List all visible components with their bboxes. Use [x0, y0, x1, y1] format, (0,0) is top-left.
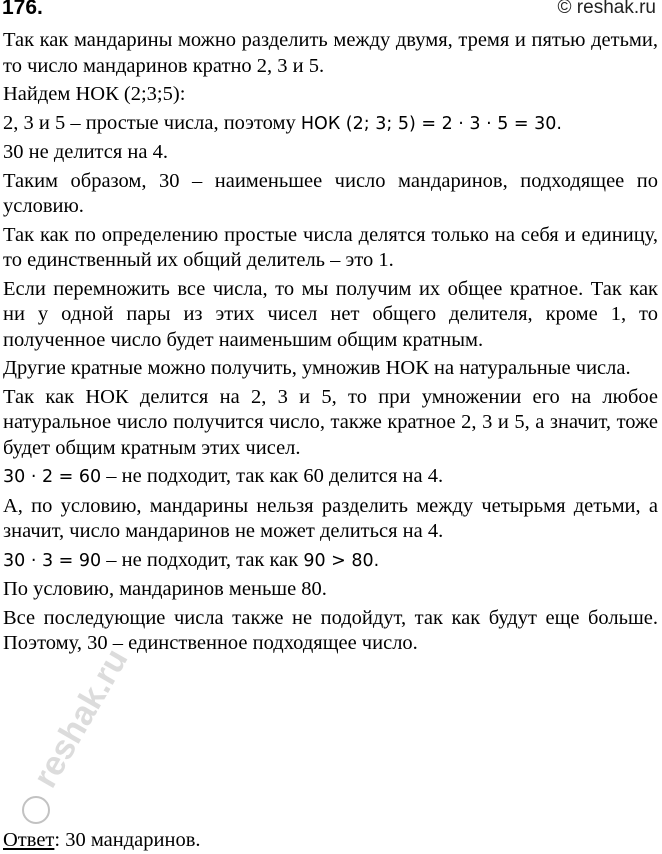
formula-90-gt-80: 90 > 80.	[303, 550, 380, 571]
paragraph-12	[3, 548, 658, 575]
paragraph-1: Так как мандарины можно разделить между двумя, тремя и пятью детьми, то число мандаринов кратно 2, 3 и 5.	[3, 29, 658, 77]
paragraph-2: Найдем НОК (2;3;5):	[3, 83, 186, 105]
header	[0, 0, 662, 30]
paragraph-12-text: – не подходит, так как	[101, 548, 304, 571]
paragraph-8: Другие кратные можно получить, умножив НОК на натуральные числа.	[3, 357, 631, 379]
paragraph-13: По условию, мандаринов меньше 80.	[3, 578, 327, 600]
paragraph-14: Все последующие числа также не подойдут, так как будут еще больше. Поэтому, 30 – единственное подходящее число.	[3, 606, 658, 654]
paragraph-10-text: – не подходит, так как 60 делится на 4.	[101, 465, 444, 487]
paragraph-4: 30 не делится на 4.	[3, 141, 168, 163]
paragraph-9: Так как НОК делится на 2, 3 и 5, то при умножении его на любое натуральное число получится число, также кратное 2, 3 и 5, а значит, тоже будет общим кратным этих чисел.	[3, 385, 658, 459]
watermark-text: reshak.ru	[26, 642, 136, 794]
paragraph-10	[3, 464, 658, 491]
lcm-formula: НОК (2; 3; 5) = 2 · 3 · 5 = 30.	[300, 113, 562, 134]
answer-label: Ответ	[3, 829, 55, 851]
formula-30x3: 30 · 3 = 90	[3, 550, 102, 571]
paragraph-6: Так как по определению простые числа делятся только на себя и единицу, то единственный их общий делитель – это 1.	[3, 223, 658, 271]
formula-30x2: 30 · 2 = 60	[3, 467, 102, 487]
problem-number: 176.	[2, 0, 43, 19]
solution-body	[3, 28, 658, 660]
source-copyright[interactable]: © reshak.ru	[557, 0, 656, 18]
paragraph-5: Таким образом, 30 – наименьшее число мандаринов, подходящее по условию.	[3, 169, 658, 217]
paragraph-3	[3, 111, 658, 138]
paragraph-3-text: 2, 3 и 5 – простые числа, поэтому	[3, 111, 301, 134]
watermark-logo-icon	[23, 797, 49, 823]
paragraph-7: Если перемножить все числа, то мы получим их общее кратное. Так как ни у одной пары из этих чисел нет общего делителя, кроме 1, то полученное число будет наименьшим общим кратным.	[3, 277, 658, 351]
answer-line	[3, 828, 201, 853]
answer-value: : 30 мандаринов.	[54, 829, 201, 851]
paragraph-11: А, по условию, мандарины нельзя разделить между четырьмя детьми, а значит, число мандаринов не может делиться на 4.	[3, 494, 658, 542]
